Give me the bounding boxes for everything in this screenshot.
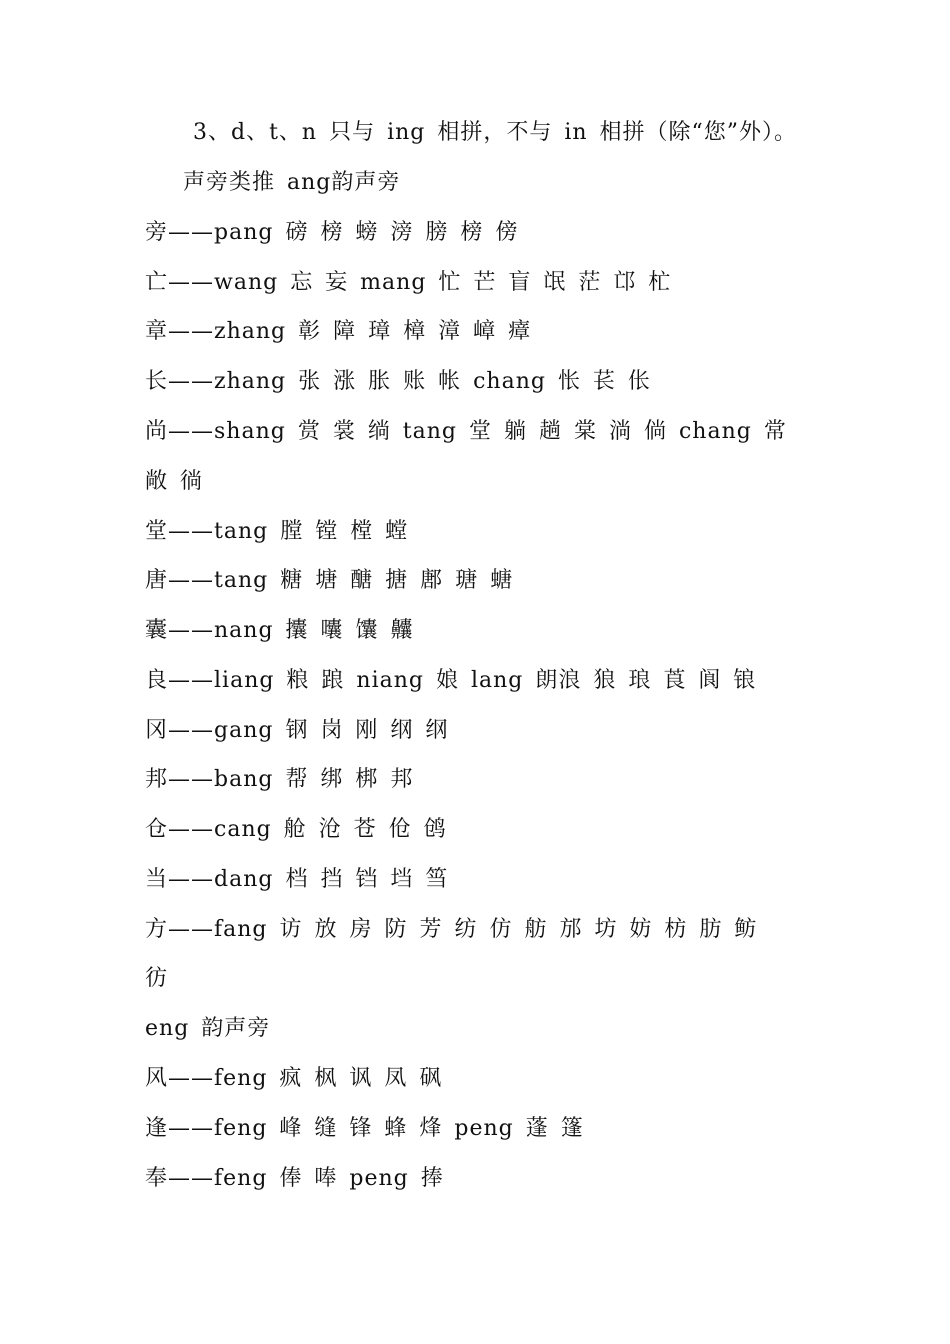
rule-line: 3、d、t、n 只与 ing 相拼，不与 in 相拼（除“您”外）。 [193, 120, 798, 145]
text-line: 囊——nang 攮 囔 馕 齉 [145, 618, 414, 643]
text-line: 当——dang 档 挡 铛 垱 筜 [145, 867, 449, 892]
text-line: 尚——shang 赏 裳 绱 tang 堂 躺 趟 棠 淌 倘 chang 常 [145, 419, 787, 444]
text-line: 邦——bang 帮 绑 梆 邦 [145, 767, 414, 792]
text-line: 敞 徜 [145, 469, 203, 494]
text-line: 冈——gang 钢 岗 刚 纲 纲 [145, 718, 449, 743]
text-line: 仓——cang 舱 沧 苍 伧 鸧 [145, 817, 447, 842]
text-line: 章——zhang 彰 障 璋 樟 漳 嶂 瘴 [145, 319, 532, 344]
text-line: 亡——wang 忘 妄 mang 忙 芒 盲 氓 茫 邙 杧 [145, 270, 672, 295]
text-line: 风——feng 疯 枫 讽 凤 砜 [145, 1066, 443, 1091]
text-line: 长——zhang 张 涨 胀 账 帐 chang 怅 苌 伥 [145, 369, 651, 394]
section-heading-eng: eng 韵声旁 [145, 1016, 271, 1041]
text-line: 彷 [145, 966, 169, 991]
text-line: 方——fang 访 放 房 防 芳 纺 仿 舫 邡 坊 妨 枋 肪 鲂 [145, 917, 758, 942]
text-line: 奉——feng 俸 唪 peng 捧 [145, 1166, 444, 1191]
text-line: 良——liang 粮 踉 niang 娘 lang 朗浪 狼 琅 莨 阆 锒 [145, 668, 757, 693]
section-heading-ang: 声旁类推 ang韵声旁 [183, 170, 401, 195]
text-line: 堂——tang 膛 镗 樘 螳 [145, 519, 409, 544]
text-line: 旁——pang 磅 榜 螃 滂 膀 榜 傍 [145, 220, 519, 245]
text-line: 逢——feng 峰 缝 锋 蜂 烽 peng 蓬 篷 [145, 1116, 584, 1141]
text-line: 唐——tang 糖 塘 醣 搪 鄌 瑭 螗 [145, 568, 514, 593]
